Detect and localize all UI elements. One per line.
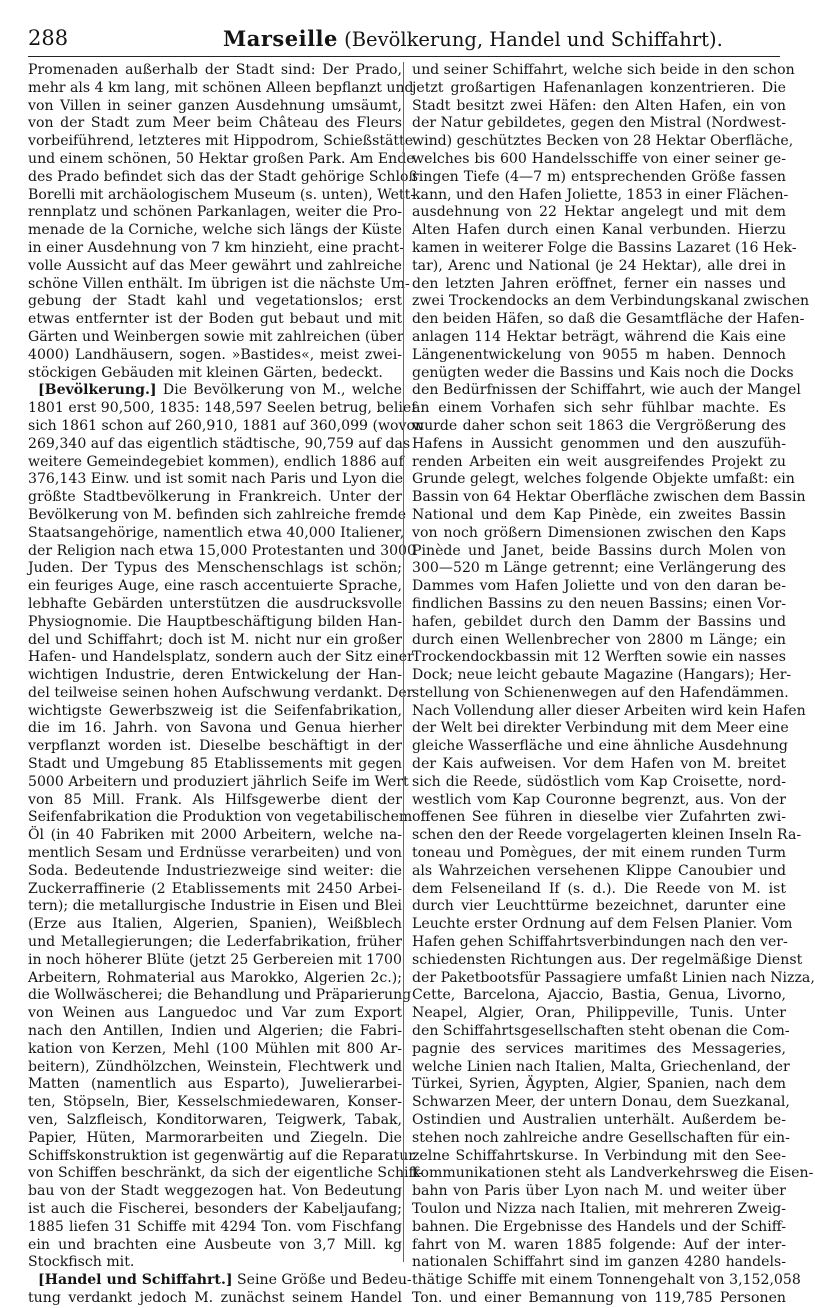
text-line (28, 471, 402, 489)
text-line (412, 951, 803, 970)
text-line (28, 845, 402, 863)
line-text: Seine Größe und Bedeu- (232, 1272, 412, 1289)
line-text: Schwarzen Meer, der untern Donau, dem Suezkanal, (412, 1094, 790, 1111)
text-line (412, 1237, 786, 1255)
line-text: kation von Kerzen, Mehl (100 Mühlen mit 800 Ar- (28, 1040, 402, 1057)
text-line (28, 720, 402, 738)
line-text: die Wollwäscherei; die Behandlung und Präparierung (28, 987, 412, 1004)
line-text: den letzten Jahren eröffnet, ferner ein nasses und (412, 275, 786, 292)
text-line (412, 1183, 786, 1201)
line-text: Arbeitern, Rohmaterial aus Marokko, Algerien 2c.); (28, 969, 402, 986)
text-line (28, 98, 402, 116)
line-text: Stockfisch mit. (28, 1254, 135, 1271)
line-text: findlichen Bassins zu den neuen Bassins; einen Vor- (412, 595, 786, 612)
line-text: der Natur gebildetes, gegen den Mistral (Nordwest- (412, 115, 786, 132)
text-line (28, 1076, 402, 1094)
text-line (412, 329, 786, 347)
line-text: offenen See führen in dieselbe vier Zufahrten zwi- (412, 809, 786, 826)
line-text: fahrt von M. waren 1885 folgende: Auf der inter- (412, 1236, 786, 1253)
line-text: Öl (in 40 Fabriken mit 2000 Arbeitern, welche na- (28, 827, 402, 844)
line-text: beitern), Zündhölzchen, Weinstein, Flechtwerk und (28, 1058, 402, 1075)
text-line (412, 454, 786, 472)
line-text: schen den der Reede vorgelagerten kleinen Inseln Ra- (412, 827, 802, 844)
running-head-subtitle: (Bevölkerung, Handel und Schiffahrt). (344, 28, 723, 51)
text-line (28, 773, 409, 792)
text-line (412, 774, 786, 792)
text-line (412, 1041, 786, 1059)
text-line (28, 1290, 402, 1308)
text-line (28, 881, 402, 899)
text-line (412, 1290, 786, 1308)
text-line (412, 98, 786, 116)
text-line (412, 1129, 790, 1148)
text-line (28, 168, 418, 187)
line-text: den Schiffahrtsgesellschaften steht obenan die Com- (412, 1023, 790, 1040)
line-text: tung verdankt jedoch M. zunächst seinem Handel (28, 1289, 402, 1306)
line-text: sich 1861 schon auf 260,910, 1881 auf 360,099 (wovon (28, 417, 425, 434)
text-line (28, 506, 407, 525)
line-text: ven, Salzfleisch, Konditorwaren, Teigwerk, Tabak, (28, 1112, 402, 1129)
text-line (412, 845, 786, 863)
line-text: welches bis 600 Handelsschiffe von einer seiner ge- (412, 150, 786, 167)
line-text: Seifenfabrikation die Produktion von vegetabilischem (28, 809, 413, 826)
line-text: 269,340 auf das eigentlich städtische, 90,759 auf das (28, 435, 411, 452)
line-text: lebhafte Gebärden unterstützen die ausdrucksvolle (28, 595, 402, 612)
text-line (412, 1148, 786, 1166)
line-text: von Villen in seiner ganzen Ausdehnung umsäumt, (28, 97, 402, 114)
line-text: genügten weder die Bassins und Kais noch die Docks (412, 364, 794, 381)
text-line (412, 720, 789, 738)
text-line (28, 329, 402, 347)
line-text: Neapel, Algier, Oran, Philippeville, Tunis. Unter (412, 1005, 786, 1022)
line-text: westlich vom Kap Couronne begrenzt, aus. Von der (412, 791, 786, 808)
text-line (28, 186, 415, 205)
line-text: an einem Vorhafen sich sehr fühlbar machte. Es (412, 400, 786, 417)
line-text: Borelli mit archäologischem Museum (s. unten), Wett- (28, 186, 415, 203)
text-line (412, 276, 786, 294)
running-head (223, 26, 723, 51)
text-line (28, 1201, 402, 1219)
line-text: wurde daher schon seit 1863 die Vergrößerung des (412, 417, 786, 434)
text-line (28, 417, 425, 436)
text-line (412, 1254, 786, 1272)
line-text: die im 16. Jahrh. von Savona und Genua hierher (28, 720, 402, 737)
line-text: del teilweise seinen hohen Aufschwung verdankt. Der (28, 684, 414, 701)
text-line (412, 347, 786, 365)
page-number: 288 (28, 26, 69, 50)
line-text: Dammes vom Hafen Joliette und von den daran be- (412, 578, 786, 595)
line-text: jetzt großartigen Hafenanlagen konzentrieren. Die (412, 79, 786, 96)
line-text: toneau und Pomègues, der mit einem runden Turm (412, 845, 786, 862)
line-text: kamen in weiterer Folge die Bassins Lazaret (16 Hek- (412, 239, 797, 256)
line-text: Grunde gelegt, welches folgende Objekte umfaßt: ein (412, 471, 795, 488)
text-line (412, 1058, 790, 1077)
text-line (28, 1254, 402, 1272)
line-text: von noch größern Dimensionen zwischen den Kaps (412, 524, 786, 541)
text-line (412, 239, 797, 258)
text-line (412, 1023, 790, 1041)
text-line (412, 863, 786, 881)
text-line (412, 543, 786, 561)
text-line (412, 293, 810, 311)
text-line (412, 827, 802, 845)
line-text: schöne Villen enthält. Im übrigen ist die nächste Um- (28, 275, 410, 292)
line-text: stehen noch zahlreiche andre Gesellschaften für ein- (412, 1129, 790, 1146)
text-line (28, 1059, 402, 1077)
text-line (28, 952, 402, 970)
text-line (28, 1112, 402, 1130)
text-line (412, 186, 789, 205)
text-line (412, 738, 786, 756)
text-line (28, 382, 402, 400)
text-line (28, 934, 402, 952)
text-line (28, 133, 414, 151)
line-text: zwei Trockendocks an dem Verbindungskanal zwischen (412, 293, 810, 310)
line-text: größte Stadtbevölkerung in Frankreich. Unter der (28, 489, 402, 506)
text-line (28, 275, 410, 294)
line-text: durch einen Wellenbrecher von 2800 m Länge; ein (412, 631, 786, 648)
section-heading: [Handel und Schiffahrt.] (38, 1272, 233, 1289)
text-line (412, 436, 786, 454)
line-text: von der Stadt zum Meer beim Château des Fleurs (28, 115, 402, 132)
line-text: Nach Vollendung aller dieser Arbeiten wird kein Hafen (412, 702, 806, 719)
text-line (412, 1005, 786, 1023)
line-text: Stadt und Umgebung 85 Etablissements mit gegen (28, 756, 402, 773)
text-line (28, 258, 402, 276)
line-text: Soda. Bedeutende Industriezweige sind weiter: die (28, 862, 402, 879)
line-text: Bevölkerung von M. befinden sich zahlreiche fremde (28, 506, 407, 523)
text-line (28, 365, 402, 383)
line-text: hafen, gebildet durch den Damm der Bassins und (412, 613, 786, 630)
line-text: 5000 Arbeitern und produziert jährlich Seife im Wert (28, 773, 409, 790)
header-rule (28, 56, 780, 57)
line-text: ist auch die Fischerei, besonders der Kabeljaufang; (28, 1201, 402, 1217)
line-text: weitere Gemeindegebiet kommen), endlich 1886 auf (28, 453, 404, 470)
line-text: Hafen- und Handelsplatz, sondern auch der Sitz einer (28, 649, 414, 666)
line-text: (Erze aus Italien, Algerien, Spanien), Weißblech (28, 916, 402, 933)
line-text: verpflanzt worden ist. Dieselbe beschäftigt in der (28, 738, 402, 755)
text-line (28, 1130, 402, 1148)
line-text: welche Linien nach Italien, Malta, Griechenland, der (412, 1058, 790, 1075)
text-line (28, 1183, 402, 1201)
line-text: rennplatz und schönen Parkanlagen, weiter die Pro- (28, 204, 402, 221)
line-text: von 85 Mill. Frank. Als Hilfsgewerbe dient der (28, 791, 402, 808)
line-text: wind) geschütztes Becken von 28 Hektar Oberfläche, (412, 133, 794, 150)
text-line (412, 507, 786, 525)
line-text: Bassin von 64 Hektar Oberfläche zwischen dem Bassin (412, 489, 806, 506)
line-text: 1885 liefen 31 Schiffe mit 4294 Ton. vom Fischfang (28, 1218, 402, 1235)
right-column (412, 62, 815, 1306)
text-line (412, 169, 786, 187)
text-line (28, 916, 402, 934)
line-text: in noch höherer Blüte (jetzt 25 Gerbereien mit 1700 (28, 951, 402, 968)
text-line (412, 667, 792, 685)
text-line (28, 400, 417, 418)
text-line (28, 311, 402, 329)
line-text: Ostindien und Australien unterhält. Außerdem be- (412, 1112, 786, 1129)
text-line (412, 471, 795, 489)
line-text: kommunikationen steht als Landverkehrsweg die Eisen- (412, 1165, 814, 1182)
text-line (412, 489, 806, 507)
text-line (28, 1005, 402, 1023)
line-text: tern); die metallurgische Industrie in Eisen und Blei (28, 898, 402, 915)
text-line (28, 863, 402, 881)
line-text: menade de la Corniche, welche sich längs der Küste (28, 222, 402, 239)
text-line (412, 311, 805, 329)
line-text: 1801 erst 90,500, 1835: 148,597 Seelen betrug, belief (28, 400, 417, 417)
text-line (28, 738, 402, 756)
text-line (412, 258, 786, 276)
line-text: sich die Reede, südöstlich vom Kap Croisette, nord- (412, 773, 786, 790)
line-text: National und dem Kap Pinède, ein zweites Bassin (412, 506, 786, 523)
running-head-title: Marseille (223, 26, 338, 51)
line-text: vorbeiführend, letzteres mit Hippodrom, Schießstätte (28, 133, 414, 150)
text-line (412, 1272, 801, 1290)
line-text: 376,143 Einw. und ist somit nach Paris und Lyon die (28, 471, 404, 488)
text-line (28, 240, 402, 258)
line-text: nach den Antillen, Indien und Algerien; die Fabri- (28, 1023, 402, 1040)
text-line (412, 222, 786, 240)
text-line (412, 133, 794, 151)
line-text: bahnen. Die Ergebnisse des Handels und der Schiff- (412, 1218, 786, 1235)
line-text: etwas entfernter ist der Boden gut bebaut und mit (28, 311, 402, 328)
text-line (28, 150, 415, 169)
text-line (412, 1112, 786, 1130)
text-line (28, 632, 402, 650)
text-line (412, 151, 786, 169)
text-line (412, 969, 815, 988)
line-text: ein feuriges Auge, eine rasch accentuierte Sprache, (28, 578, 402, 595)
text-line (412, 916, 793, 934)
text-line (412, 649, 786, 667)
line-text: Toulon und Nizza nach Italien, mit mehreren Zweig- (412, 1201, 786, 1217)
line-text: schiedensten Richtungen aus. Der regelmäßige Dienst (412, 951, 803, 968)
line-text: Hafens in Aussicht genommen und den auszufüh- (412, 435, 786, 452)
line-text: del und Schiffahrt; doch ist M. nicht nur ein großer (28, 631, 402, 648)
text-line (412, 560, 786, 578)
text-line (412, 1076, 786, 1094)
line-text: Hafen gehen Schiffahrtsverbindungen nach den ver- (412, 934, 788, 951)
line-text: Juden. Der Typus des Menschenschlags ist schön; (28, 560, 402, 577)
line-text: und einem schönen, 50 Hektar großen Park. Am Ende (28, 150, 415, 167)
text-line (28, 614, 402, 632)
text-line (412, 115, 786, 133)
line-text: Ton. und einer Bemannung von 119,785 Personen (412, 1289, 786, 1306)
line-text: ten, Stöpseln, Bier, Kesselschmiedewaren, Konser- (28, 1094, 402, 1111)
line-text: mehr als 4 km lang, mit schönen Alleen bepflanzt und (28, 79, 414, 96)
line-text: Physiognomie. Die Hauptbeschäftigung bilden Han- (28, 613, 402, 630)
text-line (28, 684, 414, 703)
text-line (412, 898, 786, 916)
line-text: von Schiffen beschränkt, da sich der eigentliche Schiff- (28, 1165, 423, 1182)
text-line (412, 632, 786, 650)
line-text: zelne Schiffahrtskurse. In Verbindung mit den See- (412, 1147, 786, 1164)
line-text: wichtigste Gewerbszweig ist die Seifenfabrikation, (28, 702, 402, 719)
line-text: der Religion nach etwa 15,000 Protestanten und 3000 (28, 542, 416, 559)
text-line (28, 578, 402, 596)
text-line (412, 702, 806, 721)
line-text: Papier, Hüten, Marmorarbeiten und Ziegeln. Die (28, 1129, 402, 1146)
line-text: 4000) Landhäusern, sogen. »Bastides«, meist zwei- (28, 346, 402, 363)
line-text: stellung von Schienenwegen auf den Hafendämmen. (412, 684, 789, 701)
line-text: mentlich Sesam und Erdnüsse verarbeiten) und von (28, 845, 402, 862)
text-line (28, 649, 414, 667)
line-text: bau von der Stadt weggezogen hat. Von Bedeutung (28, 1183, 402, 1200)
line-text: Schiffskonstruktion ist gegenwärtig auf die Reparatur (28, 1147, 416, 1164)
line-text: Stadt besitzt zwei Häfen: den Alten Hafen, ein von (412, 97, 786, 114)
text-line (28, 667, 402, 685)
running-header (28, 22, 780, 56)
line-text: ein und brachten eine Ausbeute von 3,7 Mill. kg (28, 1236, 402, 1253)
line-text: den Bedürfnissen der Schiffahrt, wie auch der Mangel (412, 382, 801, 399)
line-text: Cette, Barcelona, Ajaccio, Bastia, Genua, Livorno, (412, 987, 786, 1004)
text-line (28, 987, 412, 1005)
text-line (28, 560, 402, 578)
line-text: Dock; neue leicht gebaute Magazine (Hangars); Her- (412, 667, 792, 684)
line-text: nationalen Schiffahrt sind im ganzen 4280 handels- (412, 1254, 786, 1271)
line-text: stöckigen Gebäuden mit kleinen Gärten, bedeckt. (28, 364, 383, 381)
text-line (28, 1041, 402, 1059)
text-line (28, 703, 402, 721)
line-text: bahn von Paris über Lyon nach M. und weiter über (412, 1183, 786, 1200)
line-text: thätige Schiffe mit einem Tonnengehalt von 3,152,058 (412, 1272, 801, 1289)
text-line (412, 1165, 814, 1183)
column-divider (403, 62, 404, 1262)
line-text: Türkei, Syrien, Ägypten, Algier, Spanien, nach dem (412, 1076, 786, 1093)
line-text: Alten Hafen durch einen Kanal verbunden. Hierzu (412, 222, 786, 239)
line-text: Matten (namentlich aus Esparto), Juwelierarbei- (28, 1076, 402, 1093)
line-text: als Wahrzeichen versehenen Klippe Canoubier und (412, 862, 786, 879)
line-text: Längenentwickelung von 9055 m haben. Dennoch (412, 346, 786, 363)
text-line (28, 115, 402, 133)
text-line (28, 970, 402, 988)
line-text: des Prado befindet sich das der Stadt gehörige Schloß (28, 168, 418, 185)
line-text: Pinède und Janet, beide Bassins durch Molen von (412, 542, 786, 559)
line-text: dem Felseneiland If (s. d.). Die Reede von M. ist (412, 880, 786, 897)
line-text: Gärten und Weinbergen sowie mit zahlreichen (über (28, 328, 404, 345)
line-text: anlagen 114 Hektar beträgt, während die Kais eine (412, 328, 786, 345)
text-line (28, 347, 402, 365)
line-text: 300—520 m Länge getrennt; eine Verlängerung des (412, 560, 786, 577)
text-line (412, 1201, 786, 1219)
text-line (28, 1023, 402, 1041)
line-text: und seiner Schiffahrt, welche sich beide in den schon (412, 62, 795, 78)
text-line (28, 809, 413, 827)
text-line (28, 596, 402, 614)
text-line (412, 792, 786, 810)
line-text: den beiden Häfen, so daß die Gesamtfläche der Hafen- (412, 311, 805, 328)
text-line (412, 1094, 790, 1112)
line-text: gebung der Stadt kahl und vegetationslos; erst (28, 293, 402, 310)
line-text: Trockendockbassin mit 12 Werften sowie ein nasses (412, 649, 786, 666)
text-line (28, 204, 402, 222)
text-line (28, 792, 402, 810)
text-line (28, 1219, 402, 1237)
line-text: der Paketbootsfür Passagiere umfaßt Linien nach Nizza, (412, 969, 815, 986)
text-line (412, 204, 786, 222)
text-line (28, 1165, 423, 1183)
line-text: der Welt bei direkter Verbindung mit dem Meer eine (412, 720, 789, 737)
text-line (28, 1094, 402, 1112)
line-text: wichtigen Industrie, deren Entwickelung der Han- (28, 667, 402, 684)
text-line (412, 525, 786, 543)
line-text: Zuckerraffinerie (2 Etablissements mit 2450 Arbei- (28, 880, 402, 897)
text-line (28, 542, 416, 561)
text-line (28, 454, 402, 472)
text-line (412, 578, 786, 596)
line-text: ausdehnung von 22 Hektar angelegt und mit dem (412, 204, 786, 221)
text-line (412, 1219, 786, 1237)
text-line (28, 489, 402, 507)
line-text: volle Aussicht auf das Meer gewährt und zahlreiche (28, 257, 402, 274)
line-text: durch vier Leuchttürme bezeichnet, darunter eine (412, 898, 786, 915)
text-line (412, 596, 786, 614)
text-line (412, 418, 786, 436)
line-text: Promenaden außerhalb der Stadt sind: Der Prado, (28, 62, 402, 78)
text-line (412, 80, 786, 98)
line-text: tar), Arenc und National (je 24 Hektar), alle drei in (412, 257, 786, 274)
line-text: ringen Tiefe (4—7 m) entsprechenden Größe fassen (412, 168, 786, 185)
text-line (28, 62, 402, 80)
line-text: pagnie des services maritimes des Messageries, (412, 1040, 786, 1057)
text-line (412, 382, 801, 400)
text-line (412, 400, 786, 418)
text-line (412, 756, 786, 774)
text-line (28, 898, 402, 916)
text-line (28, 435, 411, 454)
line-text: Leuchte erster Ordnung auf dem Felsen Planier. Vom (412, 916, 793, 933)
text-line (412, 684, 789, 703)
text-line (28, 827, 402, 845)
line-text: und Metallegierungen; die Lederfabrikation, früher (28, 934, 402, 951)
text-line (412, 364, 794, 383)
text-line (28, 79, 414, 98)
text-line (28, 524, 405, 543)
text-line (28, 1237, 402, 1255)
line-text: renden Arbeiten ein weit ausgreifendes Projekt zu (412, 453, 786, 470)
left-column (28, 62, 425, 1306)
text-line (28, 293, 402, 311)
line-text: in einer Ausdehnung von 7 km hinzieht, eine pracht- (28, 239, 404, 256)
line-text: Die Bevölkerung von M., welche (156, 382, 402, 399)
text-line (412, 881, 786, 899)
line-text: der Kais aufweisen. Vor dem Hafen von M. breitet (412, 756, 786, 773)
text-line (28, 222, 402, 240)
line-text: von Weinen aus Languedoc und Var zum Export (28, 1005, 402, 1022)
line-text: gleiche Wasserfläche und eine ähnliche Ausdehnung (412, 738, 788, 755)
text-line (412, 934, 786, 952)
text-line (412, 809, 786, 827)
text-line (28, 1147, 416, 1166)
section-heading: [Bevölkerung.] (38, 382, 157, 399)
text-line (28, 1272, 412, 1290)
text-line (28, 756, 402, 774)
text-line (412, 62, 795, 80)
line-text: kann, und den Hafen Joliette, 1853 in einer Flächen- (412, 186, 789, 203)
line-text: Staatsangehörige, namentlich etwa 40,000 Italiener, (28, 524, 405, 541)
text-line (412, 614, 786, 632)
text-line (412, 987, 786, 1005)
